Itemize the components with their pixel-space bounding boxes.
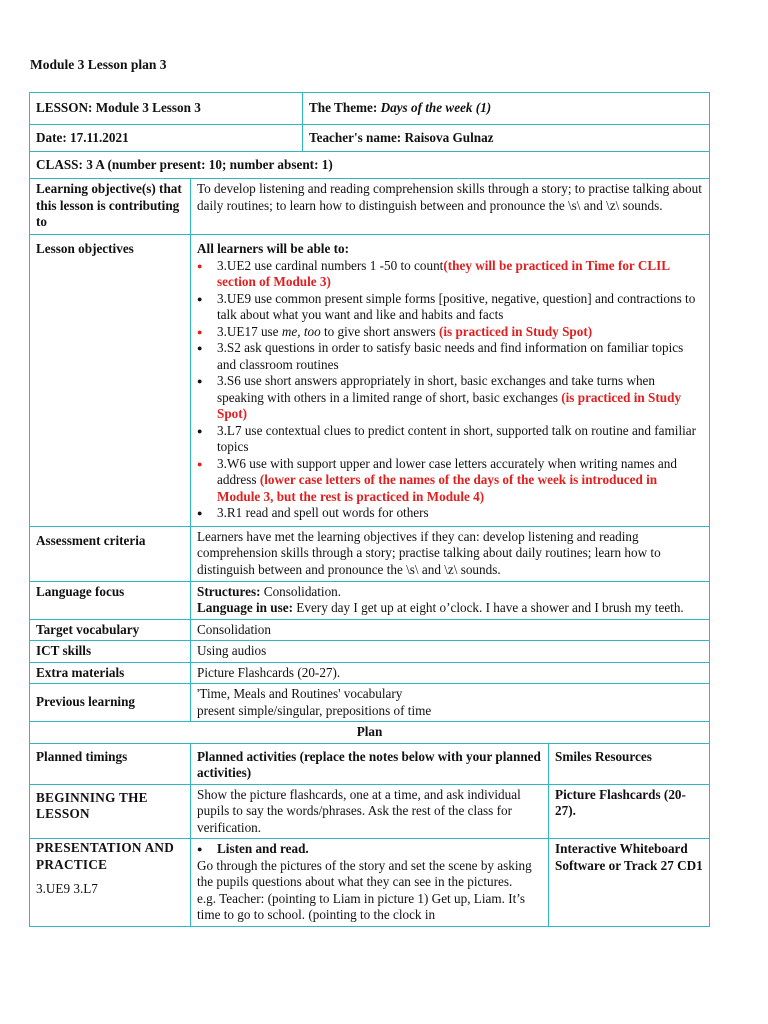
theme-value: Days of the week (1) [380, 100, 492, 115]
lesson-objectives-cell [191, 235, 710, 527]
assessment-text: Learners have met the learning objectives if they can: develop listening and reading comprehension skills through a story; practise talking about daily routines; learn how to distinguish between and pronounce the \s\ and \z\ sounds. [191, 526, 710, 581]
learning-objectives-label: Learning objective(s) that this lesson is contributing to [30, 179, 191, 235]
objective-item: ● 3.S6 use short answers appropriately in short, basic exchanges and take turns when speaking with others in a limited range of short, basic exchanges (is practiced in Study Spot) [197, 373, 703, 423]
previous-learning-row [30, 684, 710, 722]
extra-materials-row [30, 662, 710, 684]
learning-objectives-text: To develop listening and reading comprehension skills through a story; to practise talking about daily routines; to learn how to distinguish between and pronounce the \s\ and \z\ sounds. [191, 179, 710, 235]
theme-cell [303, 93, 710, 125]
extra-materials-value: Picture Flashcards (20-27). [191, 662, 710, 684]
objective-item: ● 3.UE2 use cardinal numbers 1 -50 to count(they will be practiced in Time for CLIL section of Module 3) [197, 258, 703, 291]
date-cell: Date: 17.11.2021 [30, 125, 303, 152]
objective-item: ● 3.L7 use contextual clues to predict content in short, supported talk on routine and familiar topics [197, 423, 703, 456]
date-row [30, 125, 710, 152]
lesson-plan-table [29, 92, 710, 927]
class-cell: CLASS: 3 A (number present: 10; number absent: 1) [30, 152, 710, 179]
presentation-row [30, 839, 710, 927]
language-focus-row [30, 581, 710, 619]
listen-read-item: ● Listen and read. [197, 841, 542, 858]
objective-item: ● 3.S2 ask questions in order to satisfy basic needs and find information on familiar topics and classroom routines [197, 340, 703, 373]
lesson-row [30, 93, 710, 125]
beginning-row [30, 784, 710, 839]
objective-item: ● 3.R1 read and spell out words for others [197, 505, 703, 522]
lesson-objectives-list [197, 258, 703, 522]
beginning-resources: Picture Flashcards (20-27). [549, 784, 710, 839]
presentation-cell [30, 839, 191, 927]
lesson-objectives-row [30, 235, 710, 527]
ict-label: ICT skills [30, 641, 191, 663]
planned-activities-header: Planned activities (replace the notes below with your planned activities) [191, 743, 549, 784]
teacher-cell: Teacher's name: Raisova Gulnaz [303, 125, 710, 152]
plan-heading-row [30, 722, 710, 744]
theme-label: The Theme: [309, 100, 378, 115]
presentation-resources: Interactive Whiteboard Software or Track 27 CD1 [549, 839, 710, 927]
planned-timings-header: Planned timings [30, 743, 191, 784]
objective-item: ● 3.UE17 use me, too to give short answers (is practiced in Study Spot) [197, 324, 703, 341]
language-focus-label: Language focus [30, 581, 191, 619]
extra-materials-label: Extra materials [30, 662, 191, 684]
objective-item: ● 3.UE9 use common present simple forms [positive, negative, question] and contractions to talk about what you want and like and habits and facts [197, 291, 703, 324]
previous-learning-cell: 'Time, Meals and Routines' vocabulary present simple/singular, prepositions of time [191, 684, 710, 722]
learning-objectives-row [30, 179, 710, 235]
previous-learning-label: Previous learning [30, 684, 191, 722]
lesson-cell: LESSON: Module 3 Lesson 3 [30, 93, 303, 125]
assessment-row [30, 526, 710, 581]
beginning-activity: Show the picture flashcards, one at a time, and ask individual pupils to say the words/phrases. Ask the rest of the class for verification. [191, 784, 549, 839]
lesson-objectives-intro: All learners will be able to: [197, 241, 349, 256]
plan-columns-row [30, 743, 710, 784]
class-row [30, 152, 710, 179]
presentation-codes: 3.UE9 3.L7 [36, 881, 98, 896]
ict-row [30, 641, 710, 663]
assessment-label: Assessment criteria [30, 526, 191, 581]
target-vocabulary-row [30, 619, 710, 641]
language-focus-cell: Structures: Consolidation. Language in use: Every day I get up at eight o’clock. I have a shower and I brush my teeth. [191, 581, 710, 619]
target-vocabulary-label: Target vocabulary [30, 619, 191, 641]
objective-item: ● 3.W6 use with support upper and lower case letters accurately when writing names and address (lower case letters of the names of the days of the week is introduced in Module 3, but the rest is practiced in Module 4) [197, 456, 703, 506]
ict-value: Using audios [191, 641, 710, 663]
lesson-objectives-label: Lesson objectives [30, 235, 191, 527]
presentation-label: PRESENTATION AND PRACTICE [36, 840, 175, 872]
presentation-activity-cell: ● Listen and read. Go through the pictures of the story and set the scene by asking the pupils questions about what they can see in the pictures. e.g. Teacher: (pointing to Liam in picture 1) Get up, Liam. It’s time to go to school. (pointing to the clock in [191, 839, 549, 927]
beginning-label: BEGINNING THE LESSON [30, 784, 191, 839]
plan-heading: Plan [30, 722, 710, 744]
target-vocabulary-value: Consolidation [191, 619, 710, 641]
resources-header: Smiles Resources [549, 743, 710, 784]
document-title: Module 3 Lesson plan 3 [30, 57, 167, 72]
